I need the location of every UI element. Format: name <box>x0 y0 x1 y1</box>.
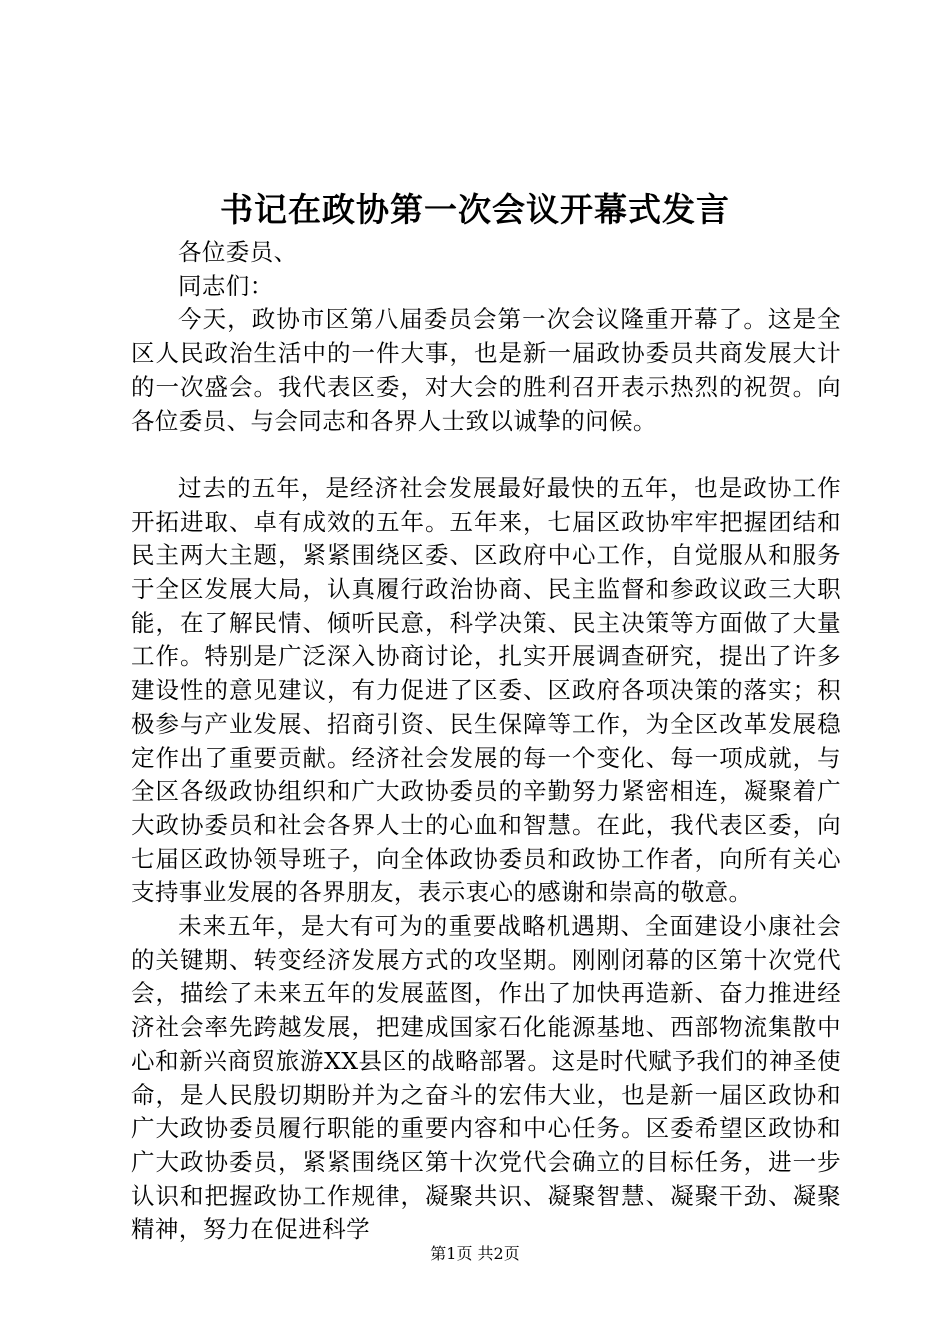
document-body <box>131 236 841 1247</box>
body-paragraph: 过去的五年，是经济社会发展最好最快的五年，也是政协工作开拓进取、卓有成效的五年。五年来，七届区政协牢牢把握团结和民主两大主题，紧紧围绕区委、区政府中心工作，自觉服从和服务于全区发展大局，认真履行政治协商、民主监督和参政议政三大职能，在了解民情、倾听民意，科学决策、民主决策等方面做了大量工作。特别是广泛深入协商讨论，扎实开展调查研究，提出了许多建设性的意见建议，有力促进了区委、区政府各项决策的落实；积极参与产业发展、招商引资、民生保障等工作，为全区改革发展稳定作出了重要贡献。经济社会发展的每一个变化、每一项成就，与全区各级政协组织和广大政协委员的辛勤努力紧密相连，凝聚着广大政协委员和社会各界人士的心血和智慧。在此，我代表区委，向七届区政协领导班子，向全体政协委员和政协工作者，向所有关心支持事业发展的各界朋友，表示衷心的感谢和崇高的敬意。 <box>131 473 841 907</box>
salutation-line: 各位委员、 <box>178 238 298 266</box>
salutation-line: 同志们： <box>178 271 274 300</box>
page-number: 第1页 共2页 <box>430 1244 520 1263</box>
document-title: 书记在政协第一次会议开幕式发言 <box>220 190 730 229</box>
body-paragraph: 未来五年，是大有可为的重要战略机遇期、全面建设小康社会的关键期、转变经济发展方式的攻坚期。刚刚闭幕的区第十次党代会，描绘了未来五年的发展蓝图，作出了加快再造新、奋力推进经济社会率先跨越发展，把建成国家石化能源基地、西部物流集散中心和新兴商贸旅游XX县区的战略部署。这是时代赋予我们的神圣使命，是人民殷切期盼并为之奋斗的宏伟大业，也是新一届区政协和广大政协委员履行职能的重要内容和中心任务。区委希望区政协和广大政协委员，紧紧围绕区第十次党代会确立的目标任务，进一步认识和把握政协工作规律，凝聚共识、凝聚智慧、凝聚干劲、凝聚精神，努力在促进科学 <box>131 912 841 1244</box>
body-paragraph: 今天，政协市区第八届委员会第一次会议隆重开幕了。这是全区人民政治生活中的一件大事，也是新一届政协委员共商发展大计的一次盛会。我代表区委，对大会的胜利召开表示热烈的祝贺。向各位委员、与会同志和各界人士致以诚挚的问候。 <box>131 305 841 435</box>
